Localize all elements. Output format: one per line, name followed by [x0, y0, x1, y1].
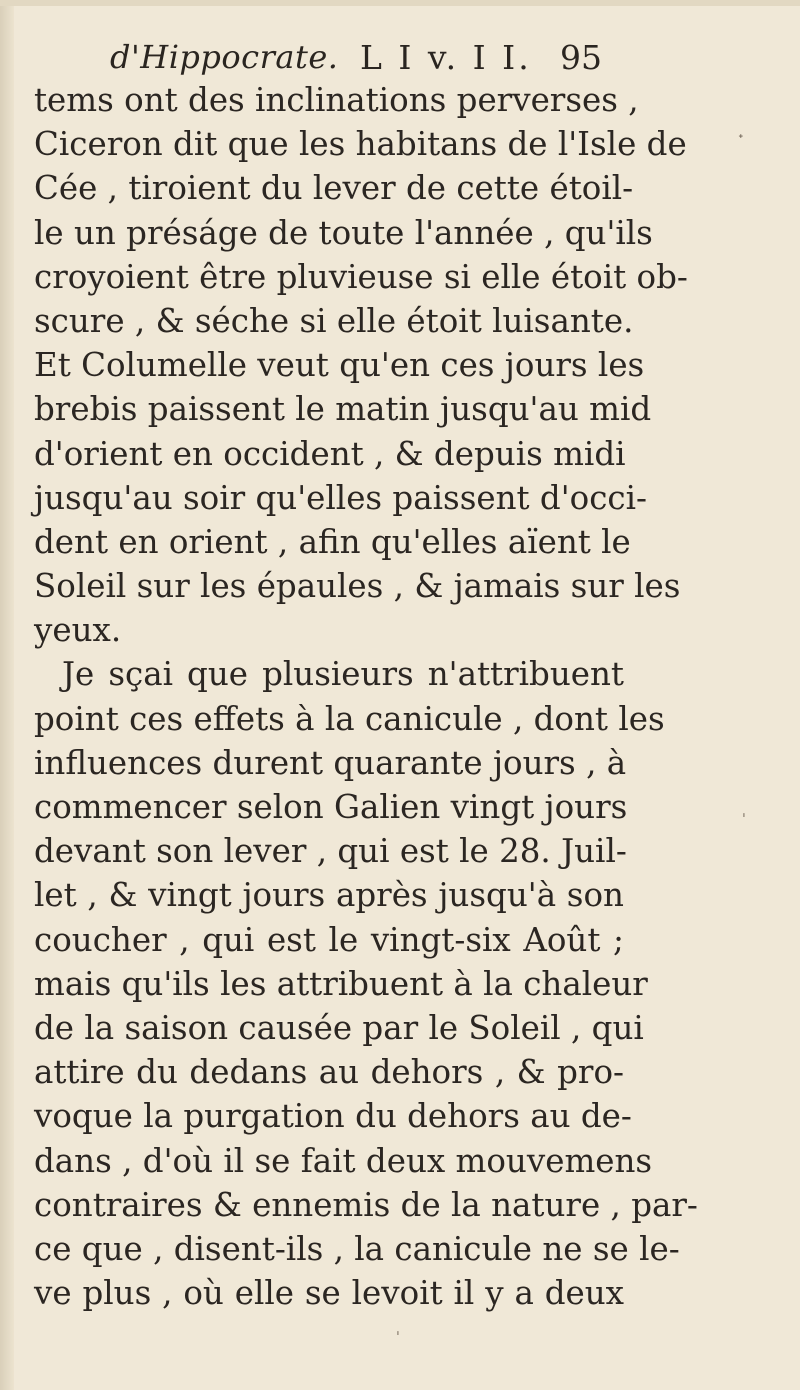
paper-speck: ᐩ [738, 132, 744, 148]
text-line: voque la purgation du dehors au de- [34, 1097, 632, 1136]
text-line: Je sçai que plusieurs n'attribuent [62, 655, 624, 694]
text-line: dent en orient , afin qu'elles aïent le [34, 522, 631, 561]
text-line: mais qu'ils les attribuent à la chaleur [34, 964, 648, 1003]
running-title: d'Hippocrate. [110, 38, 339, 76]
text-line: coucher , qui est le vingt-six Août ; [34, 920, 624, 959]
text-line: influences durent quarante jours , à [34, 743, 627, 782]
text-line: ce que , disent-ils , la canicule ne se le- [34, 1229, 680, 1268]
paper-speck: ˈ [396, 1330, 400, 1346]
text-line: scure , & séche si elle étoit luisante. [34, 301, 634, 340]
text-line: devant son lever , qui est le 28. Juil- [34, 832, 627, 871]
text-line: attire du dedans au dehors , & pro- [34, 1053, 624, 1092]
text-line: de la saison causée par le Soleil , qui [34, 1008, 644, 1047]
book-number: L I v. I I. [360, 38, 532, 77]
page-top-edge [0, 0, 800, 6]
text-line: ve plus , où elle se levoit il y a deux [34, 1274, 624, 1313]
text-line: Soleil sur les épaules , & jamais sur les [34, 567, 681, 606]
text-line: brebis paissent le matin jusqu'au mid [34, 390, 652, 429]
text-line: Cée , tiroient du lever de cette étoil- [34, 169, 634, 208]
page-number: 95 [560, 38, 602, 77]
text-line: d'orient en occident , & depuis midi [34, 434, 626, 473]
text-line: jusqu'au soir qu'elles paissent d'occi- [34, 478, 648, 517]
text-line: commencer selon Galien vingt jours [34, 788, 628, 826]
text-line: Et Columelle veut qu'en ces jours les [34, 346, 645, 385]
text-line: dans , d'où il se fait deux mouvemens [34, 1141, 653, 1180]
text-line: yeux. [34, 611, 122, 650]
text-line: Ciceron dit que les habitans de l'Isle de [34, 125, 687, 164]
paper-speck: ˈ [742, 812, 746, 828]
text-line: contraires & ennemis de la nature , par- [34, 1185, 698, 1224]
text-line: let , & vingt jours après jusqu'à son [34, 876, 624, 915]
body-text [34, 78, 698, 1315]
text-line: le un préságe de toute l'année , qu'ils [34, 213, 653, 252]
text-line: tems ont des inclinations perverses , [34, 81, 639, 119]
text-line: point ces effets à la canicule , dont les [34, 699, 665, 738]
text-line: croyoient être pluvieuse si elle étoit ob- [34, 257, 688, 296]
page-left-edge [0, 0, 14, 1390]
